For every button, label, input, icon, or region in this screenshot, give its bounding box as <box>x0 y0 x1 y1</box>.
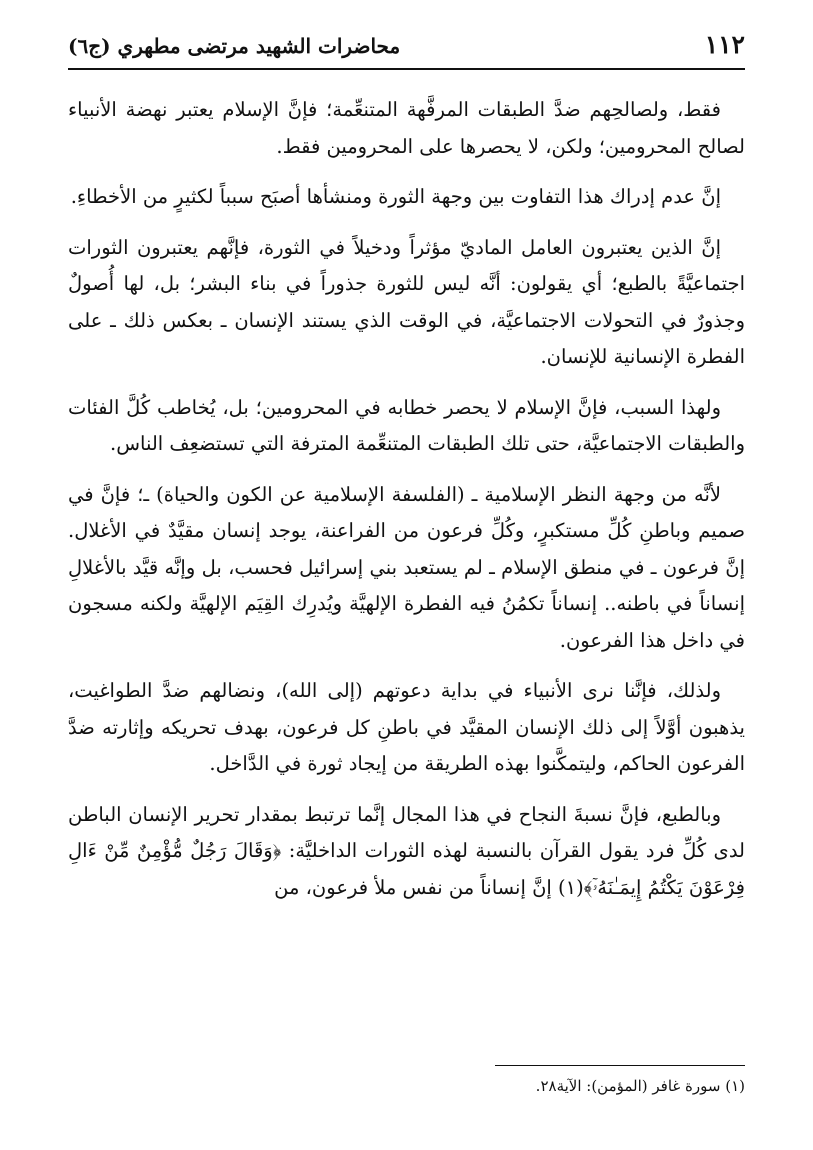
page-header <box>68 28 745 70</box>
body-paragraph: فقط، ولصالحِهم ضدَّ الطبقات المرفَّهة المتنعِّمة؛ فإنَّ الإسلام يعتبر نهضة الأنبياء لصالح المحرومين؛ ولكن، لا يحصرها على المحرومين فقط. <box>68 98 745 158</box>
body-paragraph: إنَّ الذين يعتبرون العامل الماديّ مؤثراً ودخيلاً في الثورة، فإنَّهم يعتبرون الثورات اجتماعيَّةً بالطبع؛ أي يقولون: أنَّه ليس للثورة جذوراً في بناء البشر؛ بل، لها أُصولٌ وجذورٌ في التحولات الاجتماعيَّة، في الوقت الذي يستند الإنسان ـ بعكس ذلك ـ على الفطرة الإنسانية للإنسان. <box>68 235 745 368</box>
body-paragraph: إنَّ عدم إدراك هذا التفاوت بين وجهة الثورة ومنشأها أصبَح سبباً لكثيرٍ من الأخطاءِ. <box>70 185 721 208</box>
page-body <box>68 92 745 920</box>
body-paragraph: لأنَّه من وجهة النظر الإسلامية ـ (الفلسفة الإسلامية عن الكون والحياة) ـ؛ فإنَّ في صميم وباطنِ كُلِّ مستكبرٍ، وكُلِّ فرعون من الفراعنة، يوجد إنسان مقيَّدٌ في الأغلال. إنَّ فرعون ـ في منطق الإسلام ـ لم يستعبد بني إسرائيل فحسب، بل وإنَّه قيَّد بالأغلالِ إنساناً في باطنه.. إنساناً تكمُنُ فيه الفطرة الإلهيَّة ويُدرِك القِيَم الإلهيَّة ولكنه مسجون في داخل هذا الفرعون. <box>68 482 745 652</box>
body-paragraph: وبالطبع، فإنَّ نسبةَ النجاح في هذا المجال إنَّما ترتبط بمقدار تحرير الإنسان الباطن لدى كُلِّ فرد يقول القرآن بالنسبة لهذه الثورات الداخليَّة: ﴿وَقَالَ رَجُلٌ مُّؤْمِنٌ مِّنْ ءَالِ فِرْعَوْنَ يَكْتُمُ إِيمَـٰنَهُۥٓ﴾(١) إنَّ إنساناً من نفس ملأ فرعون، من <box>68 802 745 899</box>
footnote-divider <box>495 1065 745 1066</box>
footnote: (١) سورة غافر (المؤمن): الآية٢٨. <box>535 1077 745 1095</box>
body-paragraph: ولذلك، فإنَّنا نرى الأنبياء في بداية دعوتهم (إلى الله)، ونضالهم ضدَّ الطواغيت، يذهبون أوَّلاً إلى ذلك الإنسان المقيَّد في باطنِ كل فرعون، بهدف تحريكه وإثارته ضدَّ الفرعون الحاكم، وليتمكَّنوا بهذه الطريقة من إيجاد ثورة في الدَّاخل. <box>68 679 745 775</box>
page-number: ١١٢ <box>704 30 745 59</box>
body-paragraph: ولهذا السبب، فإنَّ الإسلام لا يحصر خطابه في المحرومين؛ بل، يُخاطب كُلَّ الفئات والطبقات الاجتماعيَّة، حتى تلك الطبقات المتنعِّمة المترفة التي تستضعِف الناس. <box>68 395 745 455</box>
running-title: محاضرات الشهيد مرتضى مطهري (ج٦) <box>68 34 401 58</box>
